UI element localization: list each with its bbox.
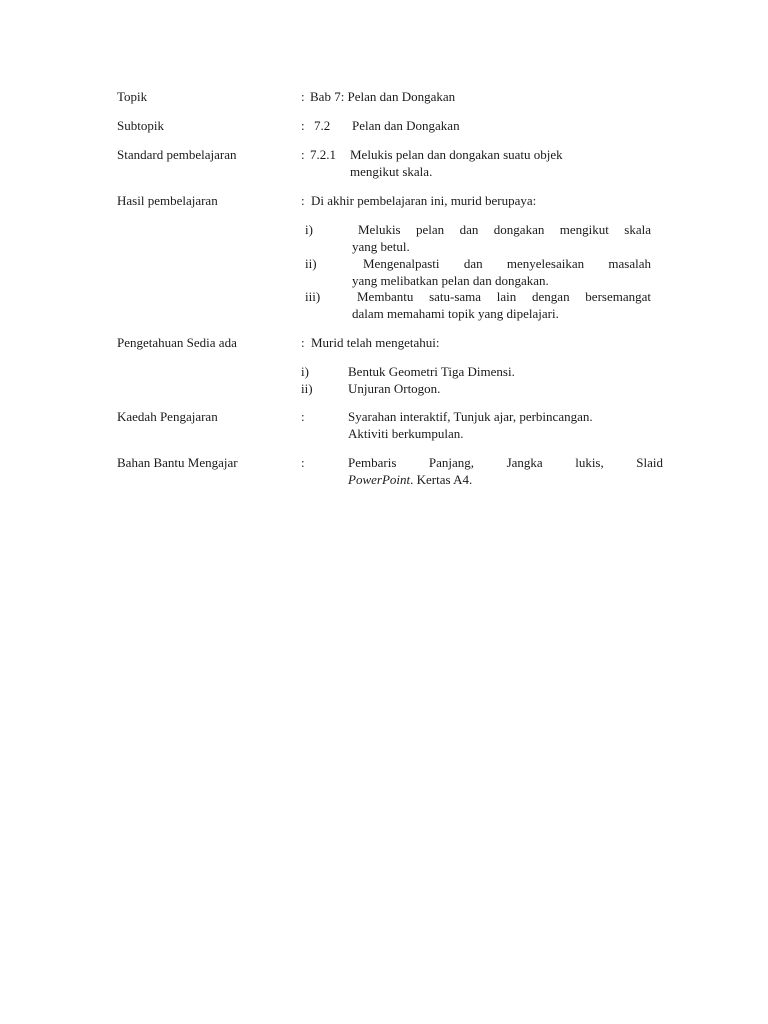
bahan-line1: Pembaris Panjang, Jangka lukis, Slaid [348, 455, 663, 470]
hasil-item-2-number: ii) [305, 256, 317, 271]
topik-colon: : [301, 89, 305, 104]
hasil-item-3-line2: dalam memahami topik yang dipelajari. [352, 306, 559, 321]
kaedah-colon: : [301, 409, 305, 424]
subtopik-label: Subtopik [117, 118, 164, 133]
hasil-item-2-line2: yang melibatkan pelan dan dongakan. [352, 273, 549, 288]
standard-colon: : [301, 147, 305, 162]
standard-label: Standard pembelajaran [117, 147, 237, 162]
hasil-label: Hasil pembelajaran [117, 193, 218, 208]
bahan-line2-italic: PowerPoint [348, 472, 411, 487]
subtopik-value: Pelan dan Dongakan [352, 118, 460, 133]
pengetahuan-item-2-text: Unjuran Ortogon. [348, 381, 441, 396]
hasil-intro: Di akhir pembelajaran ini, murid berupaya: [311, 193, 537, 208]
pengetahuan-intro: Murid telah mengetahui: [311, 335, 440, 350]
subtopik-colon: : [301, 118, 305, 133]
hasil-item-3-line1: Membantu satu-sama lain dengan bersemangat [357, 289, 651, 304]
topik-value: Bab 7: Pelan dan Dongakan [310, 89, 456, 104]
bahan-line2-rest: . Kertas A4. [410, 472, 473, 487]
hasil-item-3-number: iii) [305, 289, 321, 304]
pengetahuan-colon: : [301, 335, 305, 350]
hasil-colon: : [301, 193, 305, 208]
bahan-label: Bahan Bantu Mengajar [117, 455, 238, 470]
hasil-item-1-line1: Melukis pelan dan dongakan mengikut skala [358, 222, 651, 237]
bahan-line2 [348, 471, 472, 488]
hasil-item-1-line2: yang betul. [352, 239, 410, 254]
pengetahuan-label: Pengetahuan Sedia ada [117, 335, 237, 350]
pengetahuan-item-2-number: ii) [301, 381, 313, 396]
topik-label: Topik [117, 89, 148, 104]
kaedah-label: Kaedah Pengajaran [117, 409, 218, 424]
hasil-item-1-number: i) [305, 222, 313, 237]
pengetahuan-item-1-text: Bentuk Geometri Tiga Dimensi. [348, 364, 515, 379]
kaedah-line1: Syarahan interaktif, Tunjuk ajar, perbincangan. [348, 409, 593, 424]
subtopik-number: 7.2 [314, 118, 331, 133]
standard-line2: mengikut skala. [350, 164, 433, 179]
standard-number: 7.2.1 [310, 147, 336, 162]
pengetahuan-item-1-number: i) [301, 364, 309, 379]
hasil-item-2-line1: Mengenalpasti dan menyelesaikan masalah [363, 256, 651, 271]
bahan-colon: : [301, 455, 305, 470]
standard-line1: Melukis pelan dan dongakan suatu objek [350, 147, 563, 162]
kaedah-line2: Aktiviti berkumpulan. [348, 426, 464, 441]
